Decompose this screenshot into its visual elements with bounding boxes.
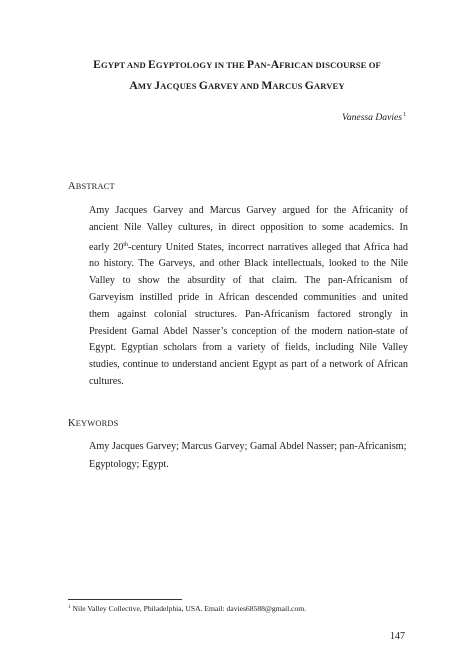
title-line1-part: FRICAN DISCOURSE OF — [279, 60, 381, 70]
keywords-heading-rest: EYWORDS — [75, 419, 119, 428]
title-line2-part: J — [154, 79, 161, 92]
title-line2-part: M — [261, 79, 273, 92]
abstract-line: Garveyism instilled pride in African descended communities and united — [89, 291, 408, 303]
title-line1-part: AN — [254, 60, 267, 70]
abstract-line: them against colonial structures. Pan-Africanism factored strongly in — [89, 308, 408, 320]
ordinal-superscript: th — [123, 241, 128, 248]
title-line1-part: GYPT AND — [100, 60, 148, 70]
author-footnote-mark[interactable]: 1 — [403, 112, 406, 118]
abstract-heading-rest: BSTRACT — [75, 182, 115, 191]
title-line1-part: GYPTOLOGY IN THE — [155, 60, 247, 70]
abstract-heading — [68, 181, 115, 192]
abstract-text — [89, 203, 408, 391]
keywords-heading — [68, 418, 119, 429]
title-line1-part: E — [148, 58, 156, 71]
title-line2-part: ARVEY AND — [207, 81, 262, 91]
abstract-line: ancient Nile Valley cultures, in direct opposition to some academics. In — [89, 221, 408, 233]
title-line1-part: P — [246, 58, 255, 71]
title-line2-part: A — [129, 79, 138, 92]
footnote-text: Nile Valley Collective, Philadelphia, USA. Email: davies68588@gmail.com. — [72, 604, 307, 613]
title-line1-part: - — [266, 58, 271, 71]
title-line2-part: G — [198, 79, 208, 92]
abstract-line: studies, continue to understand ancient Egypt as part of a network of African — [89, 359, 408, 371]
abstract-line: cultures. — [89, 375, 124, 387]
abstract-line — [89, 237, 408, 257]
abstract-line: Egypt. Egyptian scholars from a variety of fields, including Nile Valley — [89, 342, 408, 354]
keywords-line: Amy Jacques Garvey; Marcus Garvey; Gamal Abdel Nasser; pan-Africanism; — [89, 441, 407, 452]
footnote-divider — [68, 599, 182, 600]
abstract-line: President Gamal Abdel Nasser’s conception of the modern nation-state of — [89, 325, 408, 337]
title-line2-part: MY — [137, 81, 155, 91]
paper-title-line-1 — [0, 58, 474, 71]
footnote-mark: 1 — [68, 605, 71, 610]
author-name-text: Vanessa Davies — [342, 112, 402, 123]
footnote — [68, 604, 306, 613]
abstract-line-part: -century United States, incorrect narratives alleged that Africa had — [128, 241, 408, 253]
title-line1-part: A — [270, 58, 280, 71]
page-number: 147 — [390, 631, 405, 642]
keywords-text — [89, 438, 408, 474]
title-line2-part: ARCUS — [272, 81, 305, 91]
keywords-heading-cap: K — [68, 418, 76, 429]
abstract-line-part: early 20 — [89, 241, 124, 253]
abstract-line: Valley to show the absurdity of that claim. The pan-Africanism of — [89, 275, 408, 287]
abstract-heading-cap: A — [68, 181, 76, 192]
keywords-line: Egyptology; Egypt. — [89, 459, 169, 470]
paper-title-line-2 — [0, 79, 474, 92]
title-line2-part: G — [304, 79, 314, 92]
abstract-line: no history. The Garveys, and other Black intellectuals, looked to the Nile — [89, 258, 408, 270]
title-line2-part: ACQUES — [160, 81, 199, 91]
abstract-line: Amy Jacques Garvey and Marcus Garvey argued for the Africanity of — [89, 205, 408, 216]
author-name — [342, 112, 406, 123]
title-line2-part: ARVEY — [313, 81, 345, 91]
title-line1-part: E — [93, 58, 101, 71]
